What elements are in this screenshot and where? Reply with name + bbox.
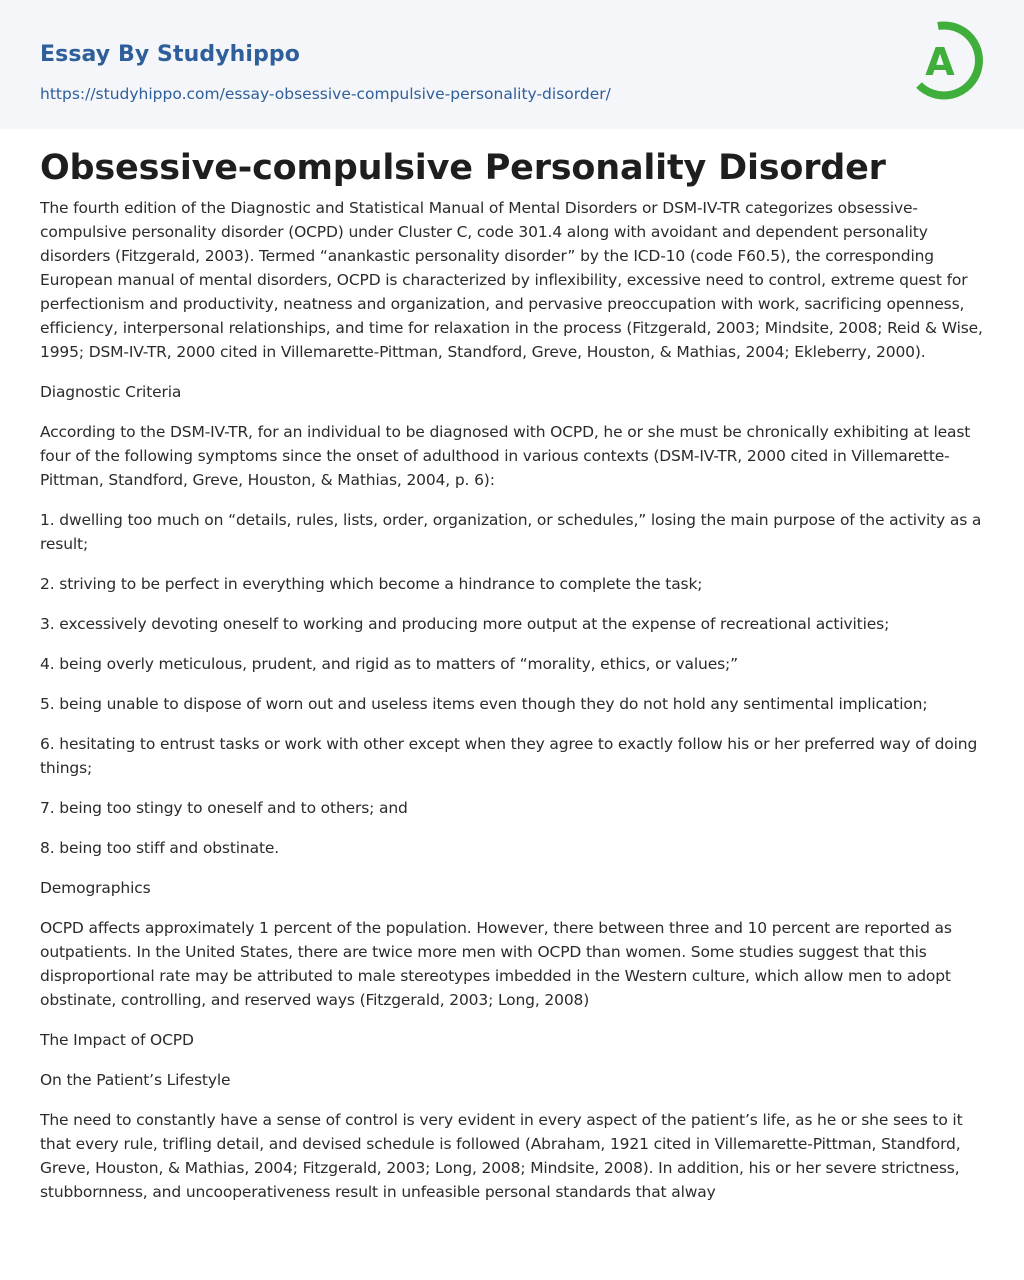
diagnostic-intro-paragraph: According to the DSM-IV-TR, for an individual to be diagnosed with OCPD, he or she must be chronically exhibiting at least four of the following symptoms since the onset of adulthood in various contexts (DSM-IV-TR, 2000 cited in Villemarette-Pittman, Standford, Greve, Houston, & Mathias, 2004, p. 6):	[40, 423, 971, 489]
logo-letter: A	[925, 40, 955, 84]
studyhippo-logo[interactable]	[912, 20, 986, 106]
criteria-item-7: 7. being too stingy to oneself and to others; and	[40, 799, 408, 817]
section-heading-demographics: Demographics	[40, 879, 151, 897]
site-title[interactable]: Essay By Studyhippo	[40, 42, 300, 67]
site-header	[0, 0, 1024, 129]
criteria-item-4: 4. being overly meticulous, prudent, and rigid as to matters of “morality, ethics, or values;”	[40, 655, 738, 673]
criteria-item-8: 8. being too stiff and obstinate.	[40, 839, 280, 857]
subheading-lifestyle: On the Patient’s Lifestyle	[40, 1071, 231, 1089]
criteria-item-5: 5. being unable to dispose of worn out and useless items even though they do not hold any sentimental implication;	[40, 695, 928, 713]
page-title: Obsessive-compulsive Personality Disorder	[40, 148, 886, 188]
criteria-item-1: 1. dwelling too much on “details, rules, lists, order, organization, or schedules,” losing the main purpose of the activity as a result;	[40, 511, 982, 553]
essay-url-link[interactable]: https://studyhippo.com/essay-obsessive-compulsive-personality-disorder/	[40, 85, 611, 103]
criteria-item-3: 3. excessively devoting oneself to working and producing more output at the expense of recreational activities;	[40, 615, 890, 633]
criteria-item-2: 2. striving to be perfect in everything which become a hindrance to complete the task;	[40, 575, 703, 593]
intro-paragraph: The fourth edition of the Diagnostic and Statistical Manual of Mental Disorders or DSM-IV-TR categorizes obsessive-compulsive personality disorder (OCPD) under Cluster C, code 301.4 along with avoidant and dependent personality disorders (Fitzgerald, 2003). Termed “anankastic personality disorder” by the ICD-10 (code F60.5), the corresponding European manual of mental disorders, OCPD is characterized by inflexibility, excessive need to control, extreme quest for perfectionism and productivity, neatness and organization, and pervasive preoccupation with work, sacrificing openness, efficiency, interpersonal relationships, and time for relaxation in the process (Fitzgerald, 2003; Mindsite, 2008; Reid & Wise, 1995; DSM-IV-TR, 2000 cited in Villemarette-Pittman, Standford, Greve, Houston, & Mathias, 2004; Ekleberry, 2000).	[40, 199, 983, 361]
section-heading-diagnostic: Diagnostic Criteria	[40, 383, 182, 401]
section-heading-impact: The Impact of OCPD	[40, 1031, 194, 1049]
lifestyle-paragraph: The need to constantly have a sense of control is very evident in every aspect of the patient’s life, as he or she sees to it that every rule, trifling detail, and devised schedule is followed (Abraham, 1921 cited in Villemarette-Pittman, Standford, Greve, Houston, & Mathias, 2004; Fitzgerald, 2003; Long, 2008; Mindsite, 2008). In addition, his or her severe strictness, stubbornness, and uncooperativeness result in unfeasible personal standards that alway	[40, 1111, 963, 1201]
criteria-item-6: 6. hesitating to entrust tasks or work with other except when they agree to exactly follow his or her preferred way of doing things;	[40, 735, 978, 777]
article	[40, 146, 984, 1204]
demographics-paragraph: OCPD affects approximately 1 percent of the population. However, there between three and 10 percent are reported as outpatients. In the United States, there are twice more men with OCPD than women. Some studies suggest that this disproportional rate may be attributed to male stereotypes imbedded in the Western culture, which allow men to adopt obstinate, controlling, and reserved ways (Fitzgerald, 2003; Long, 2008)	[40, 919, 952, 1009]
